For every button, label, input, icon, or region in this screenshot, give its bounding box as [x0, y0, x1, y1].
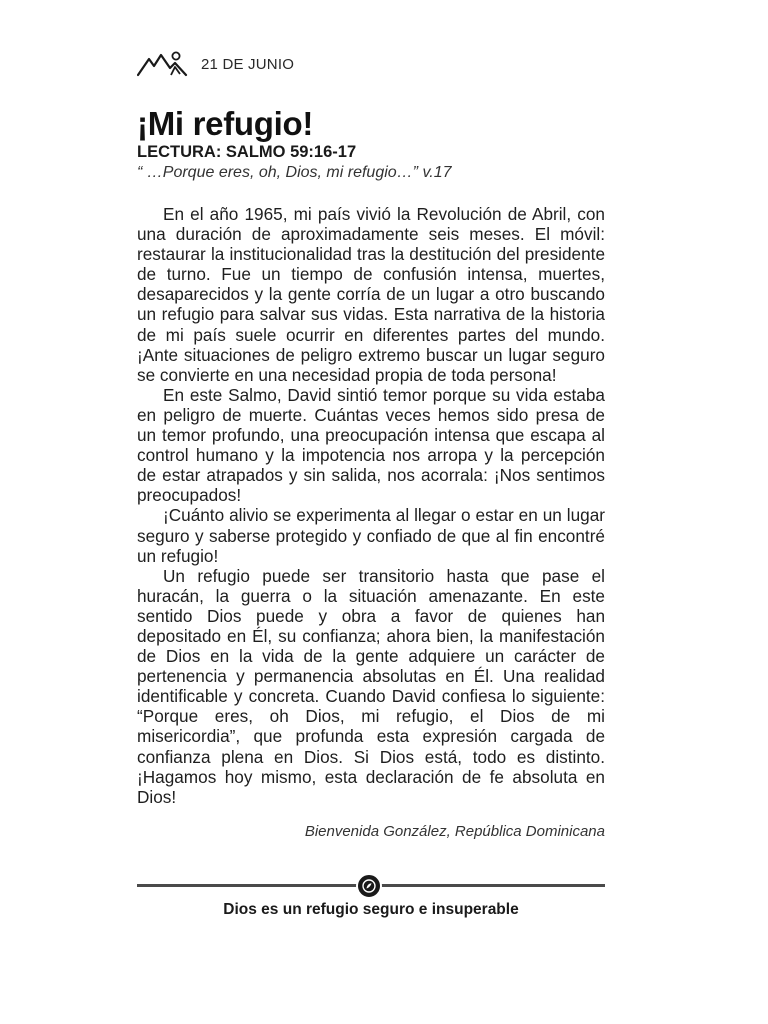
author-signature: Bienvenida González, República Dominicana — [304, 823, 605, 840]
prayer-icon — [356, 873, 382, 899]
key-verse: “ …Porque eres, oh, Dios, mi refugio…” v.17 — [137, 164, 452, 181]
paragraph: Un refugio puede ser transitorio hasta que pase el huracán, la guerra o la situación amenazante. En este sentido Dios puede y obra a favor de quienes han depositado en Él, su confianza; ahora bien, la manifestación de Dios en la vida de la gente adquiere un carácter de pertenencia y permanencia absolutas en Él. Una realidad identificable y concreta. Cuando David confiesa lo siguiente: “Porque eres, oh Dios, mi refugio, el Dios de mi misericordia”, que profunda esta expresión cargada de confianza plena en Dios. Si Dios está, todo es distinto. ¡Hagamos hoy mismo, esta declaración de fe absoluta en Dios! — [137, 565, 605, 807]
date-label: 21 DE JUNIO — [201, 55, 295, 73]
mountain-icon — [137, 48, 189, 80]
page-title: ¡Mi refugio! — [137, 105, 314, 142]
reading-reference: LECTURA: SALMO 59:16-17 — [137, 143, 357, 161]
page-header — [137, 48, 294, 80]
devotional-body — [137, 204, 605, 807]
paragraph: ¡Cuánto alivio se experimenta al llegar o estar en un lugar seguro y saberse protegido y confiado de que al fin encontré un refugio! — [137, 505, 605, 566]
closing-thought: Dios es un refugio seguro e insuperable — [223, 901, 519, 918]
section-divider — [137, 873, 605, 897]
paragraph: En el año 1965, mi país vivió la Revolución de Abril, con una duración de aproximadamente seis meses. El móvil: restaurar la institucionalidad tras la destitución del presidente de turno. Fue un tiempo de confusión intensa, muertes, desaparecidos y la gente corría de un lugar a otro buscando un refugio para salvar sus vidas. Esta narrativa de la historia de mi país suele ocurrir en diferentes partes del mundo. ¡Ante situaciones de peligro extremo buscar un lugar seguro se convierte en una necesidad propia de toda persona! — [137, 204, 605, 385]
paragraph: En este Salmo, David sintió temor porque su vida estaba en peligro de muerte. Cuántas veces hemos sido presa de un temor profundo, una preocupación intensa que escapa al control humano y la impotencia nos arropa y la percepción de estar atrapados y sin salida, nos acorrala: ¡Nos sentimos preocupados! — [137, 384, 605, 506]
